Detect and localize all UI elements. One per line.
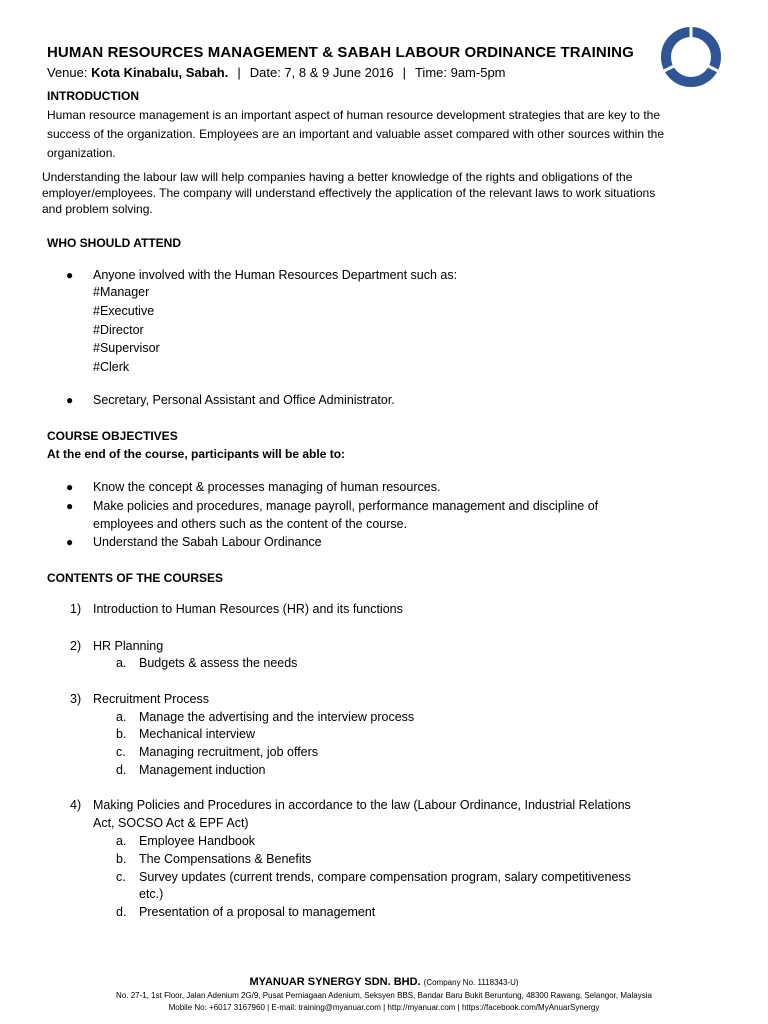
list-letter: a. (116, 710, 127, 724)
company-logo-icon (660, 26, 722, 88)
list-number: 1) (70, 602, 82, 616)
objectives-intro: At the end of the course, participants will be able to: (47, 447, 346, 461)
attend-item: Secretary, Personal Assistant and Office Administrator. (93, 393, 395, 407)
document-title: HUMAN RESOURCES MANAGEMENT & SABAH LABOUR ORDINANCE TRAINING (47, 44, 634, 61)
bullet-icon: ● (66, 393, 74, 407)
bullet-icon: ● (66, 499, 74, 513)
venue-label: Venue: (47, 65, 92, 80)
list-letter: c. (116, 870, 126, 884)
intro-line: Human resource management is an important aspect of human resource development strategies that are key to the (47, 108, 660, 122)
role-item: #Supervisor (93, 341, 160, 355)
list-letter: a. (116, 656, 127, 670)
list-letter: d. (116, 905, 127, 919)
bullet-icon: ● (66, 480, 74, 494)
content-subitem: The Compensations & Benefits (139, 852, 312, 866)
content-item: Making Policies and Procedures in accordance to the law (Labour Ordinance, Industrial Relations (93, 798, 631, 812)
content-item: Act, SOCSO Act & EPF Act) (93, 816, 249, 830)
event-details (47, 65, 506, 80)
introduction-heading: INTRODUCTION (47, 89, 139, 103)
event-time: Time: 9am-5pm (414, 65, 506, 80)
content-subitem: Manage the advertising and the interview process (139, 710, 415, 724)
content-subitem: etc.) (139, 887, 164, 901)
list-number: 2) (70, 639, 82, 653)
company-number: (Company No. 1118343-U) (423, 978, 519, 987)
venue-value: Kota Kinabalu, Sabah. (91, 65, 229, 80)
event-date: Date: 7, 8 & 9 June 2016 (249, 65, 394, 80)
list-letter: a. (116, 834, 127, 848)
content-subitem: Employee Handbook (139, 834, 256, 848)
contents-heading: CONTENTS OF THE COURSES (47, 571, 224, 585)
footer-company (0, 976, 768, 988)
attend-item: Anyone involved with the Human Resources Department such as: (93, 268, 458, 282)
list-letter: d. (116, 763, 127, 777)
footer-contact: Mobile No: +6017 3167960 | E-mail: training@myanuar.com | http://myanuar.com | https://facebook.com/MyAnuarSynergy (168, 1003, 600, 1012)
objective-item: Understand the Sabah Labour Ordinance (93, 535, 322, 549)
footer-address: No. 27-1, 1st Floor, Jalan Adenium 2G/9, Pusat Perniagaan Adenium, Seksyen BBS, Bandar Baru Bukit Beruntung, 48300 Rawang, Selangor, Malaysia (116, 991, 652, 1000)
bullet-icon: ● (66, 535, 74, 549)
content-subitem: Budgets & assess the needs (139, 656, 298, 670)
list-number: 3) (70, 692, 82, 706)
content-subitem: Presentation of a proposal to management (139, 905, 376, 919)
list-number: 4) (70, 798, 82, 812)
list-letter: b. (116, 727, 127, 741)
intro-line: and problem solving. (42, 202, 153, 216)
intro-line: success of the organization. Employees are an important and valuable asset compared with other sources within the (47, 127, 665, 141)
content-item: HR Planning (93, 639, 164, 653)
objective-item: Know the concept & processes managing of human resources. (93, 480, 441, 494)
content-subitem: Management induction (139, 763, 266, 777)
content-subitem: Managing recruitment, job offers (139, 745, 319, 759)
objective-item: Make policies and procedures, manage payroll, performance management and discipline of (93, 499, 599, 513)
list-letter: c. (116, 745, 126, 759)
intro-line: employer/employees. The company will understand effectively the application of the relevant laws to work situations (42, 186, 656, 200)
bullet-icon: ● (66, 268, 74, 282)
attend-heading: WHO SHOULD ATTEND (47, 236, 181, 250)
intro-line: Understanding the labour law will help companies having a better knowledge of the rights and obligations of the (42, 170, 633, 184)
objectives-heading: COURSE OBJECTIVES (47, 429, 178, 443)
role-item: #Clerk (93, 360, 130, 374)
separator: | (402, 65, 406, 80)
content-item: Introduction to Human Resources (HR) and its functions (93, 602, 403, 616)
role-item: #Director (93, 323, 144, 337)
content-subitem: Mechanical interview (139, 727, 256, 741)
separator: | (237, 65, 241, 80)
company-name: MYANUAR SYNERGY SDN. BHD. (249, 976, 421, 988)
intro-line: organization. (47, 146, 116, 160)
content-subitem: Survey updates (current trends, compare compensation program, salary competitiveness (139, 870, 631, 884)
list-letter: b. (116, 852, 127, 866)
content-item: Recruitment Process (93, 692, 210, 706)
role-item: #Executive (93, 304, 155, 318)
objective-item: employees and others such as the content of the course. (93, 517, 408, 531)
role-item: #Manager (93, 285, 150, 299)
